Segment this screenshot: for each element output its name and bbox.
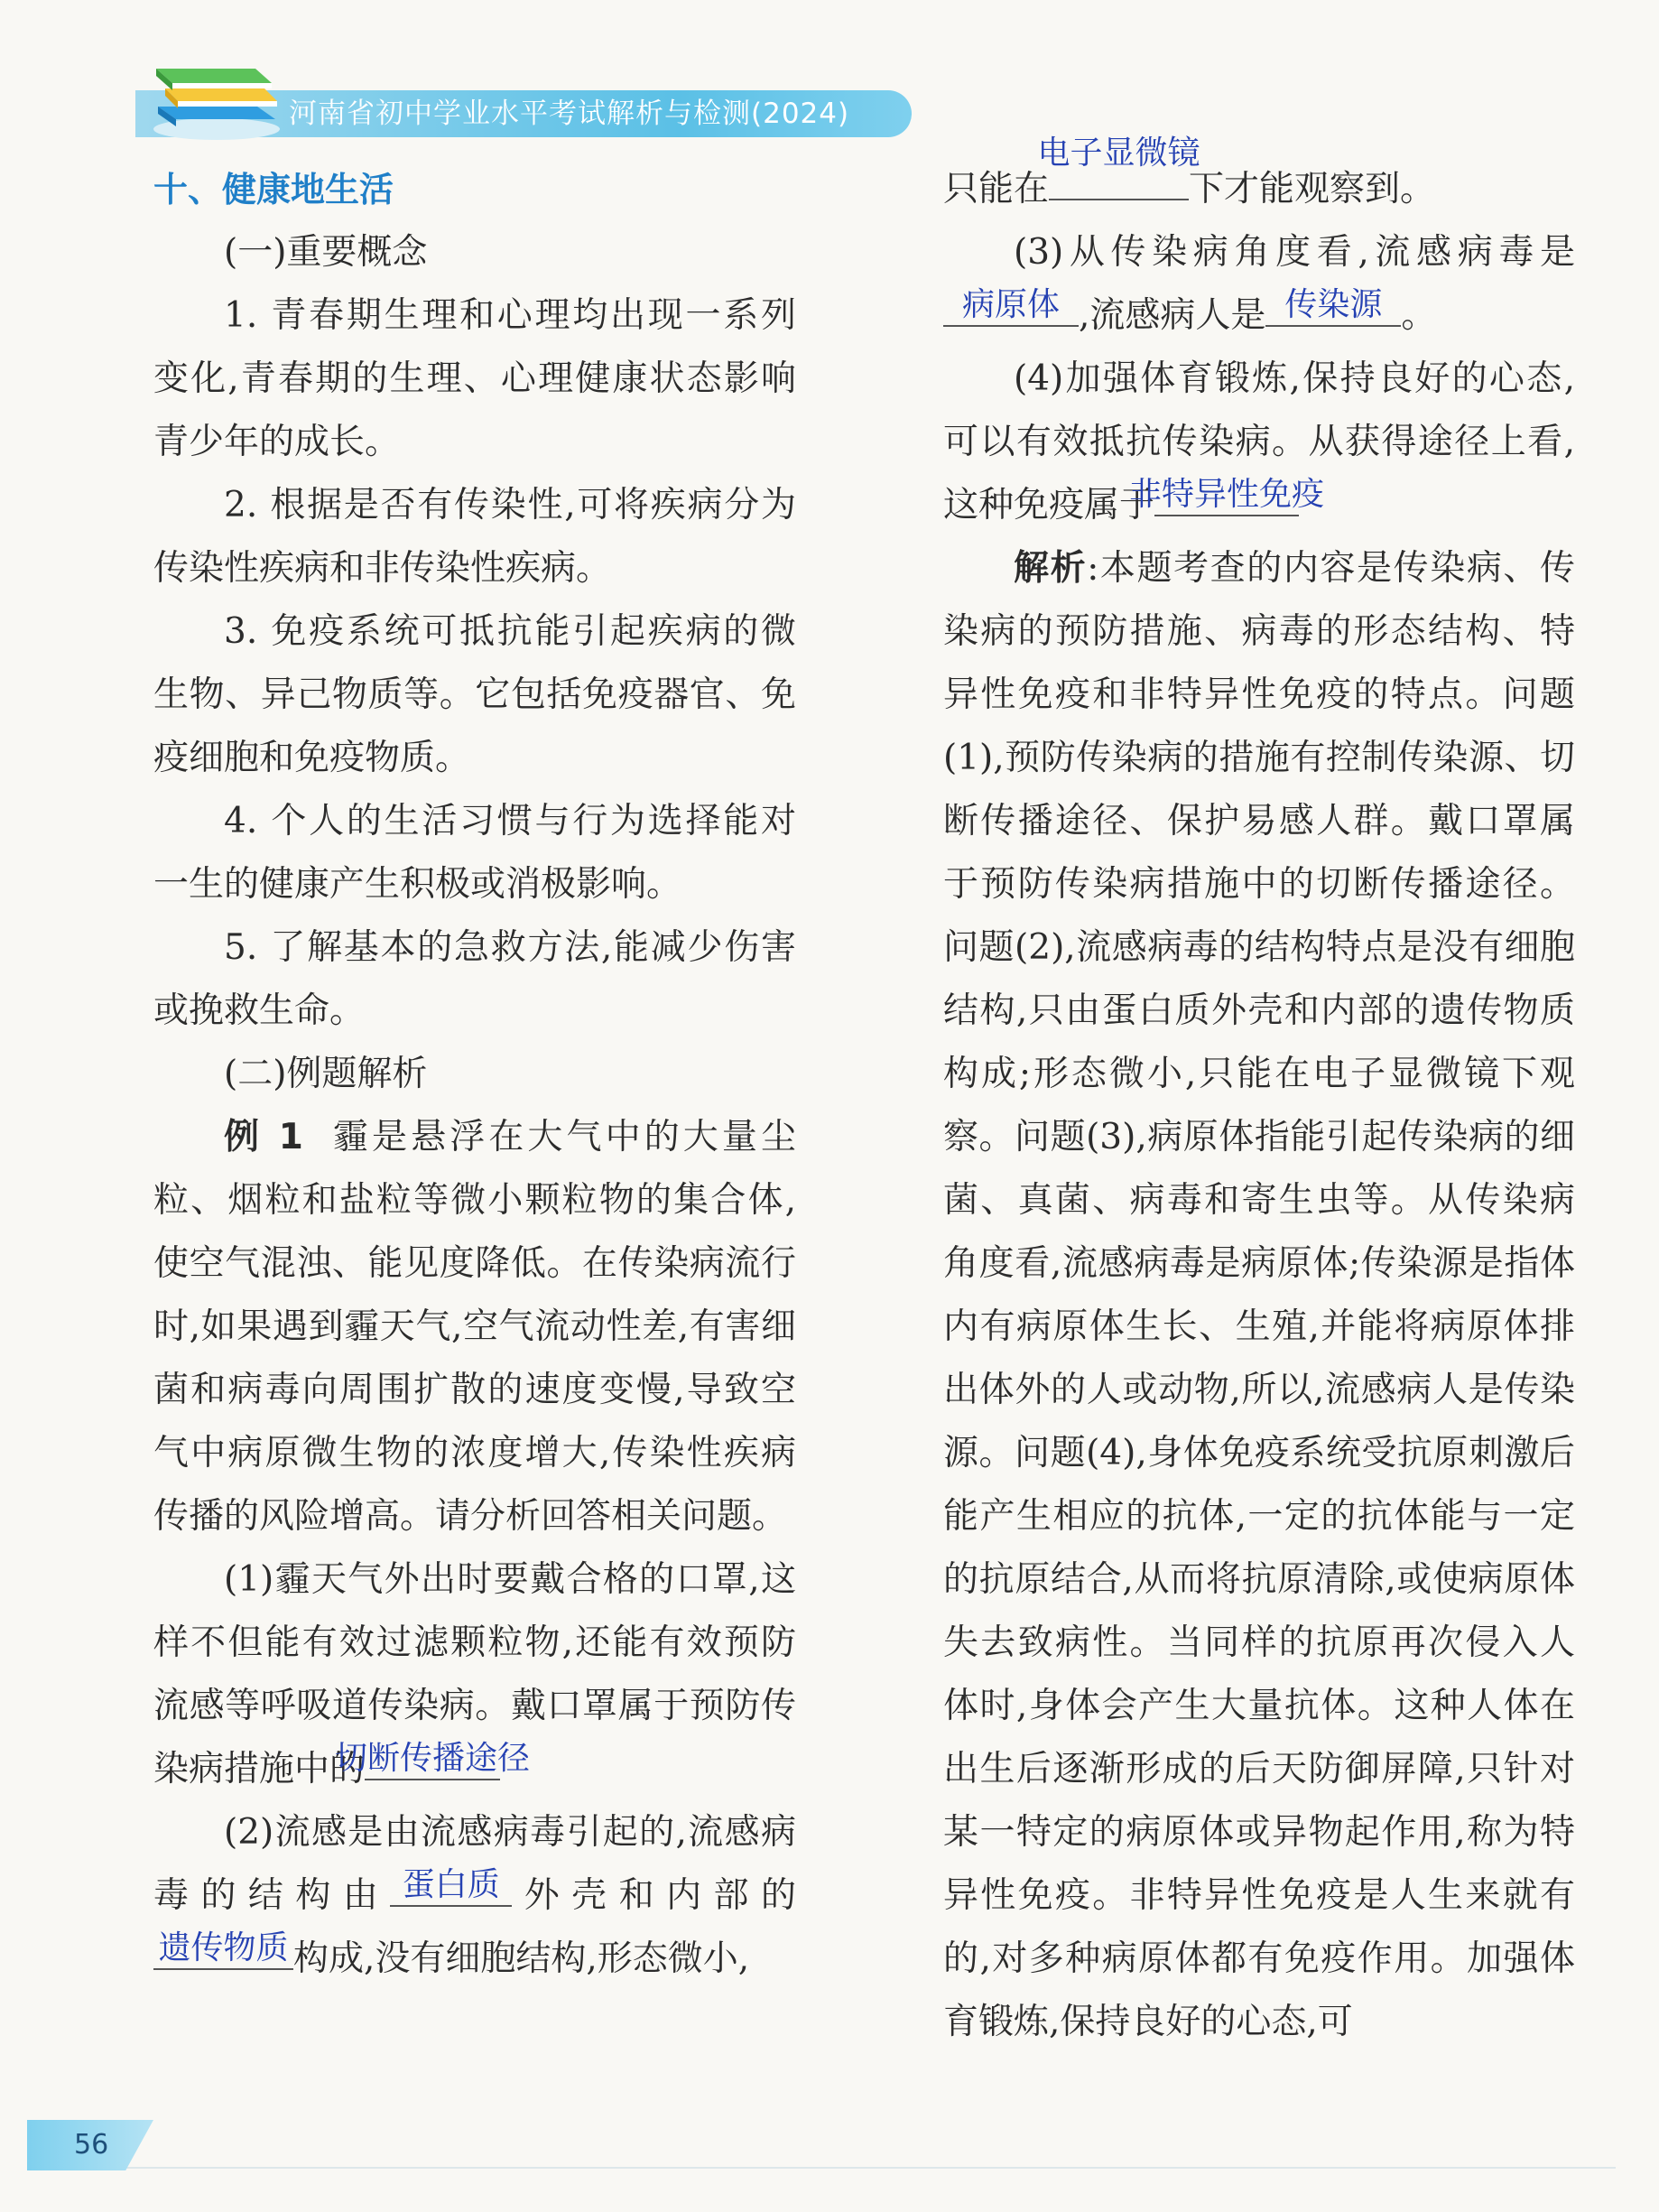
q3-part1: (3)从传染病角度看,流感病毒是 [1014,232,1575,273]
analysis-label: 解析 [1014,548,1088,589]
blank-q3-a [943,285,1079,327]
q4-text: (4)加强体育锻炼,保持良好的心态,可以有效抵抗传染病。从获得途径上看,这种免疫属于 [943,358,1575,525]
answer-q3-a: 病原体 [961,286,1061,323]
answer-q2-c: 电子显微镜 [1037,135,1200,172]
answer-q1: 切断传播途径 [335,1740,531,1777]
question-2-continued [943,135,1575,221]
concepts-heading: (一)重要概念 [224,232,428,273]
books-icon [149,43,284,143]
blank-q4 [1129,475,1325,516]
footer-rule [126,2167,1616,2169]
question-4 [943,348,1575,537]
concept-4: 4. 个人的生活习惯与行为选择能对一生的健康产生积极或消极影响。 [153,801,796,905]
answer-q2-a: 蛋白质 [402,1866,500,1903]
q2-cont1: 只能在 [943,169,1050,209]
q2-part1: (2)流感是由流感病毒引起的,流感病毒的结构由 [153,1812,796,1916]
example-paragraph [153,1106,796,1548]
blank-q3-b [1265,285,1401,327]
blank-q1 [335,1739,531,1780]
concept-3: 3. 免疫系统可抵抗能引起疾病的微生物、异己物质等。它包括免疫器官、免疫细胞和免疫物质。 [153,611,796,778]
concept-1: 1. 青春期生理和心理均出现一系列变化,青春期的生理、心理健康状态影响青少年的成长。 [153,295,796,462]
question-2 [153,1801,796,1991]
q2-part3: 构成,没有细胞结构,形态微小, [293,1938,750,1979]
blank-q2-b [153,1929,293,1970]
analysis-paragraph [943,537,1575,2054]
q2-part2: 外壳和内部的 [512,1875,796,1916]
page-number: 56 [74,2129,109,2161]
answer-q2-b: 遗传物质 [158,1929,289,1966]
analysis-text: :本题考查的内容是传染病、传染病的预防措施、病毒的形态结构、特异性免疫和非特异性免疫的特点。问题(1),预防传染病的措施有控制传染源、切断传播途径、保护易感人群。戴口罩属于预防传染病措施中的切断传播途径。问题(2),流感病毒的结构特点是没有细胞结构,只由蛋白质外壳和内部的遗传物质构成;形态微小,只能在电子显微镜下观察。问题(3),病原体指能引起传染病的细菌、真菌、病毒和寄生虫等。从传染病角度看,流感病毒是病原体;传染源是指体内有病原体生长、生殖,并能将病原体排出体外的人或动物,所以,流感病人是传染源。问题(4),身体免疫系统受抗原刺激后能产生相应的抗体,一定的抗体能与一定的抗原结合,从而将抗原清除,或使病原体失去致病性。当同样的抗原再次侵入人体时,身体会产生大量抗体。这种人体在出生后逐渐形成的后天防御屏障,只针对某一特定的病原体或异物起作用,称为特异性免疫。非特异性免疫是人生来就有的,对多种病原体都有免疫作用。加强体育锻炼,保持良好的心态,可 [943,548,1575,2042]
header-title: 河南省初中学业水平考试解析与检测(2024) [289,98,850,130]
concept-2: 2. 根据是否有传染性,可将疾病分为传染性疾病和非传染性疾病。 [153,485,796,589]
example-label: 例 1 [224,1117,303,1157]
q3-part3: 。 [1401,295,1437,336]
q2-cont2: 下才能观察到。 [1189,169,1436,209]
example-heading: (二)例题解析 [224,1054,428,1094]
q1-text: (1)霾天气外出时要戴合格的口罩,这样不但能有效过滤颗粒物,还能有效预防流感等呼吸道传染病。戴口罩属于预防传染病措施中的 [153,1559,796,1789]
q3-part2: ,流感病人是 [1079,295,1266,336]
example-text: 霾是悬浮在大气中的大量尘粒、烟粒和盐粒等微小颗粒物的集合体,使空气混浊、能见度降低。在传染病流行时,如果遇到霾天气,空气流动性差,有害细菌和病毒向周围扩散的速度变慢,导致空气中病原微生物的浓度增大,传染性疾病传播的风险增高。请分析回答相关问题。 [153,1117,796,1537]
answer-q4: 非特异性免疫 [1129,476,1325,513]
left-column [153,158,796,1991]
question-1 [153,1548,796,1801]
right-column [943,135,1575,2054]
section-title: 十、健康地生活 [153,170,394,209]
blank-q2-a [390,1865,512,1907]
answer-q3-b: 传染源 [1284,286,1383,323]
blank-q2-c [1037,135,1200,200]
question-3 [943,221,1575,348]
concept-5: 5. 了解基本的急救方法,能减少伤害或挽救生命。 [153,927,796,1031]
